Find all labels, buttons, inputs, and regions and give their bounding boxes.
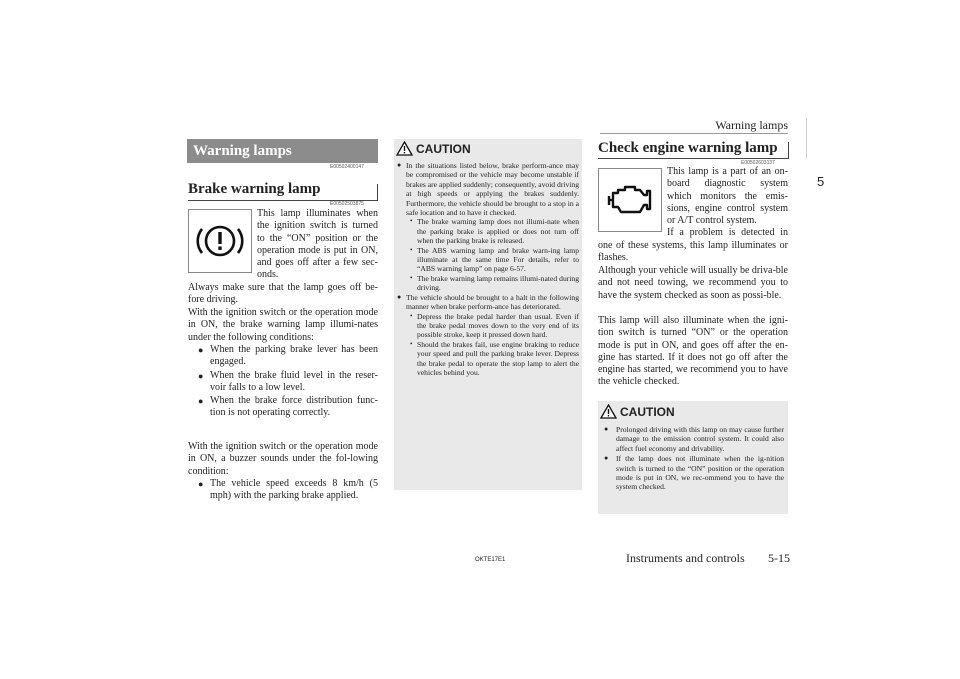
- warning-triangle-icon: [396, 141, 413, 156]
- sub-bullet-icon: •: [410, 311, 413, 320]
- brake-intro-line: operation mode is put in ON,: [257, 244, 378, 256]
- page-number: 5-15: [768, 551, 790, 565]
- sub-bullet-icon: •: [410, 339, 413, 348]
- sub-item-text: The ABS warning lamp and brake warn-ing lamp illuminate at the same time For details, refer to “ABS warning lamp” on page 6-57.: [417, 245, 579, 274]
- brake-heading-vrule: [377, 184, 378, 201]
- caution-header: [600, 404, 675, 419]
- engine-intro-line: board diagnostic system: [667, 178, 788, 190]
- bullet-icon: ●: [198, 370, 204, 381]
- engine-intro-line: or A/T control system.: [667, 215, 757, 227]
- sub-bullet-icon: •: [410, 273, 413, 282]
- list-item: [198, 370, 378, 395]
- bullet-icon: ●: [604, 454, 609, 463]
- section-tab-number: 5: [817, 174, 825, 189]
- check-engine-icon: [598, 168, 662, 232]
- brake-intro-line: to the “ON” position or the: [257, 232, 378, 244]
- brake-warning-icon: [188, 209, 252, 273]
- brake-para3: With the ignition switch or the operation mode in ON, a buzzer sounds under the fol-lowing condition:: [188, 441, 378, 477]
- sub-item-text: The brake warning lamp does not illumi-nate when the parking brake is applied or does not turn off when the parking brake is released.: [417, 217, 579, 246]
- brake-heading: Brake warning lamp: [188, 181, 321, 197]
- engine-intro-line: sions, engine control system: [667, 202, 788, 214]
- brake-intro-line: onds.: [257, 269, 279, 281]
- bullet-icon: ●: [198, 479, 204, 489]
- sub-item-text: Should the brakes fail, use engine braking to reduce your speed and pull the parking brake lever. Depress the brake pedal to operate the stop lamp to alert the vehicles behind you.: [417, 339, 579, 377]
- sub-item: [410, 246, 579, 274]
- sub-item-text: Depress the brake pedal harder than usual. Even if the brake pedal moves down to the very end of its possible stroke, keep it pressed down hard.: [417, 311, 579, 340]
- brake-para1: Always make sure that the lamp goes off be-fore driving.: [188, 282, 378, 306]
- caution-title: CAUTION: [620, 404, 675, 419]
- bullet-icon: ●: [198, 396, 204, 407]
- warning-triangle-icon: [600, 404, 617, 419]
- brake-bullets-2: [198, 478, 378, 503]
- list-item: [604, 454, 784, 492]
- bullet-icon: ●: [397, 161, 402, 169]
- sub-bullet-icon: •: [410, 245, 413, 254]
- list-item: [397, 161, 579, 293]
- brake-bullets: [198, 344, 378, 420]
- sub-item: [410, 340, 579, 378]
- brake-para2: With the ignition switch or the operation mode in ON, the brake warning lamp illumi-nates under the following conditions:: [188, 307, 378, 343]
- engine-para1: Although your vehicle will usually be driva-ble and not need towing, we recommend you to have the system checked as soon as possi-ble.: [598, 265, 788, 301]
- sub-bullet-icon: •: [410, 217, 413, 226]
- tab-edge: [806, 118, 807, 158]
- caution-item-text: Prolonged driving with this lamp on may cause further damage to the emission control system. It could also affect fuel economy and drivability.: [616, 425, 784, 453]
- list-item: [604, 425, 784, 453]
- bullet-icon: ●: [397, 292, 402, 301]
- footer-section-name: Instruments and controls: [626, 551, 745, 565]
- list-item: [198, 478, 378, 503]
- engine-intro: [667, 166, 788, 240]
- caution-header: [396, 141, 471, 156]
- engine-heading-code: E00502603137: [741, 160, 775, 166]
- engine-para2: This lamp will also illuminate when the igni-tion switch is turned “ON” or the operation mode is put in ON, and goes off after the en-gine has started. If it does not go off after the engine has started, we recommend you to have the vehicle checked.: [598, 315, 788, 388]
- header-rule: [600, 133, 788, 134]
- brake-intro-line: the ignition switch is turned: [257, 220, 378, 232]
- bullet-icon: ●: [198, 345, 204, 355]
- brake-intro-line: This lamp illuminates when: [257, 208, 378, 219]
- caution-item-text: The vehicle should be brought to a halt in the following manner when brake perform-ance has deteriorated.: [406, 292, 579, 312]
- running-title: Warning lamps: [715, 118, 788, 132]
- sub-item: [410, 217, 579, 245]
- caution-box-engine: [598, 401, 788, 514]
- bullet-icon: ●: [604, 425, 609, 433]
- list-item: [198, 395, 378, 420]
- sub-item: [410, 274, 579, 293]
- sub-list: [406, 312, 579, 378]
- brake-intro: [257, 208, 378, 282]
- caution-title: CAUTION: [416, 141, 471, 156]
- engine-heading-vrule: [788, 142, 789, 159]
- banner-code: E00502400147: [330, 164, 364, 170]
- brake-heading-code: E00502503875: [330, 201, 364, 207]
- bullet-text: When the brake fluid level in the reser-voir falls to a low level.: [210, 369, 378, 393]
- bullet-text: When the brake force distribution func-tion is not operating correctly.: [210, 395, 378, 419]
- brake-intro-line: and goes off after a few sec-: [257, 257, 378, 269]
- engine-intro-line: This lamp is a part of an on-: [667, 166, 788, 177]
- section-banner: Warning lamps: [187, 139, 378, 163]
- caution-item-text: In the situations listed below, brake perform-ance may be compromised or the vehicle may become unstable if brakes are applied suddenly; consequently, avoid driving at high speeds or applying the brakes suddenly. Furthermore, the vehicle should be brought to a stop in a safe location and to have it checked.: [406, 161, 579, 218]
- caution-content: [604, 425, 784, 492]
- bullet-text: The vehicle speed exceeds 8 km/h (5 mph) with the parking brake applied.: [210, 478, 378, 502]
- list-item: [397, 293, 579, 378]
- sub-item-text: The brake warning lamp remains illumi-nated during driving.: [417, 273, 579, 293]
- engine-heading-rule: [598, 158, 788, 159]
- list-item: [198, 344, 378, 369]
- engine-heading: Check engine warning lamp: [598, 140, 778, 156]
- engine-intro-line: If a problem is detected in: [667, 227, 788, 239]
- sub-list: [406, 217, 579, 292]
- caution-box-brake: [394, 139, 582, 490]
- bullet-text: When the parking brake lever has been engaged.: [210, 344, 378, 368]
- caution-item-text: If the lamp does not illuminate when the ig-nition switch is turned to the “ON” position or the operation mode is put in ON, we rec-ommend you to have the system checked.: [616, 454, 784, 492]
- doc-code: OKTE17E1: [475, 557, 506, 563]
- engine-intro-cont: one of these systems, this lamp illuminates or flashes.: [598, 240, 788, 264]
- sub-item: [410, 312, 579, 340]
- caution-content: [397, 161, 579, 377]
- engine-intro-line: which monitors the emis-: [667, 190, 788, 202]
